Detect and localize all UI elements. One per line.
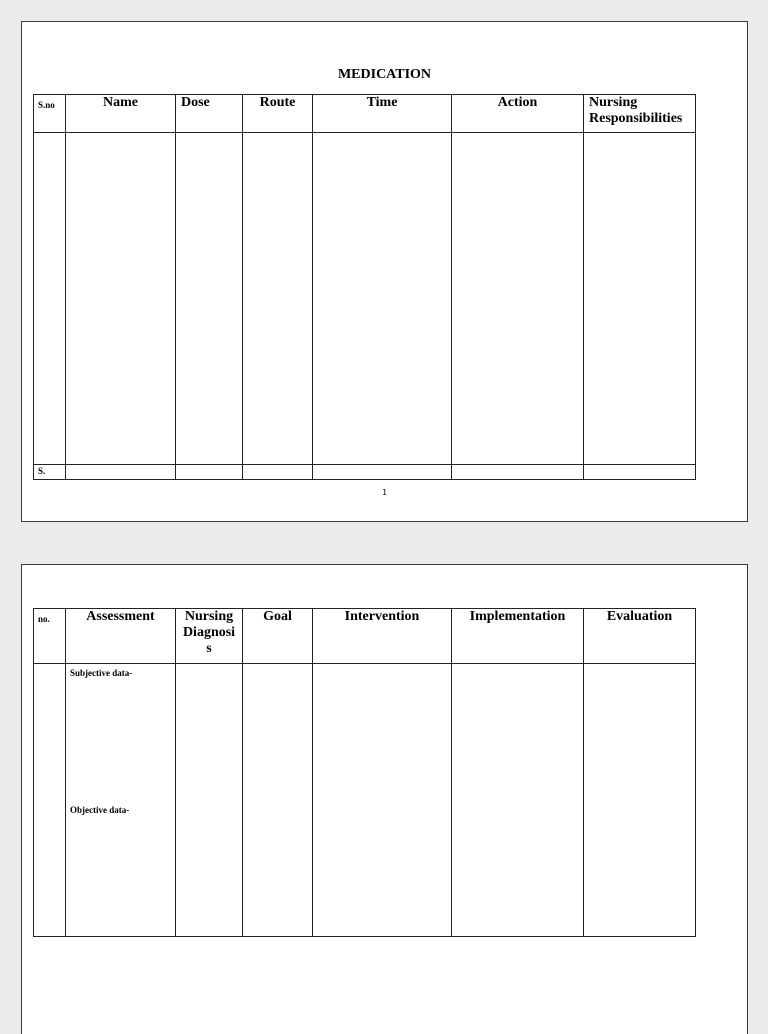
header-goal: Goal	[243, 609, 313, 664]
cell-goal	[243, 664, 313, 937]
header-assessment: Assessment	[66, 609, 176, 664]
cell-name	[66, 465, 176, 480]
page-title: MEDICATION	[337, 67, 432, 82]
care-plan-table	[33, 608, 696, 937]
page-2	[21, 564, 748, 1034]
cell-no	[34, 664, 66, 937]
cell-action	[452, 465, 584, 480]
cell-diagnosis	[176, 664, 243, 937]
cell-route	[243, 133, 313, 465]
header-intervention: Intervention	[313, 609, 452, 664]
header-time: Time	[313, 95, 452, 133]
page-number: 1	[382, 488, 387, 497]
table-row	[34, 664, 696, 937]
cell-implementation	[452, 664, 584, 937]
cell-sno-label: S.	[34, 465, 66, 480]
header-implementation: Implementation	[452, 609, 584, 664]
header-dose: Dose	[176, 95, 243, 133]
cell-dose	[176, 465, 243, 480]
cell-route	[243, 465, 313, 480]
cell-dose	[176, 133, 243, 465]
cell-nursing	[584, 133, 696, 465]
cell-assessment	[66, 664, 176, 937]
header-sno: S.no	[34, 95, 66, 133]
medication-table	[33, 94, 696, 480]
cell-name	[66, 133, 176, 465]
header-no: no.	[34, 609, 66, 664]
cell-intervention	[313, 664, 452, 937]
header-action: Action	[452, 95, 584, 133]
page-1	[21, 21, 748, 522]
table-header-row	[34, 95, 696, 133]
table-row	[34, 465, 696, 480]
table-row	[34, 133, 696, 465]
header-nursing-diagnosis: Nursing Diagnosi s	[176, 609, 243, 664]
header-evaluation: Evaluation	[584, 609, 696, 664]
cell-sno	[34, 133, 66, 465]
cell-time	[313, 133, 452, 465]
table-header-row	[34, 609, 696, 664]
cell-time	[313, 465, 452, 480]
header-name: Name	[66, 95, 176, 133]
header-nursing-responsibilities: Nursing Responsibilities	[584, 95, 696, 133]
objective-data-label: Objective data-	[70, 805, 130, 815]
cell-nursing	[584, 465, 696, 480]
subjective-data-label: Subjective data-	[70, 668, 133, 678]
cell-evaluation	[584, 664, 696, 937]
header-route: Route	[243, 95, 313, 133]
cell-action	[452, 133, 584, 465]
